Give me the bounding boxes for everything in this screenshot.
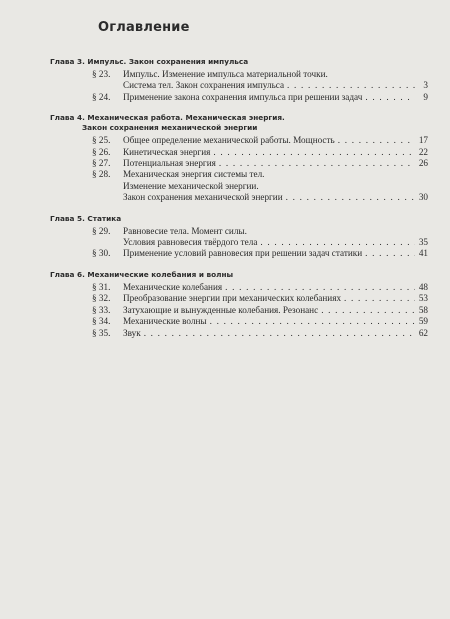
section-title-line: Потенциальная энергия [123,158,216,169]
section-number: § 35. [92,327,111,338]
chapter-section [50,270,428,339]
toc-entry[interactable] [92,305,428,316]
chapter-heading [50,113,428,133]
page-number: 26 [418,158,428,169]
section-number: § 26. [92,146,111,157]
toc-entry[interactable] [92,316,428,327]
dot-leader [144,328,415,339]
table-of-contents [50,57,428,339]
section-number: § 25. [92,135,111,146]
toc-entry[interactable] [92,69,428,92]
dot-leader [286,192,415,203]
section-number: § 24. [92,91,111,102]
toc-entry[interactable] [92,169,428,203]
toc-entry[interactable] [92,135,428,146]
section-title-line: Применение условий равновесия при решении задач статики [123,248,363,259]
chapter-heading [50,214,428,224]
section-title-line: Механические волны [123,316,207,327]
chapter-section [50,113,428,203]
dot-leader [365,248,415,259]
section-number: § 32. [92,293,111,304]
section-number: § 29. [92,225,111,236]
section-number: § 30. [92,248,111,259]
toc-entry[interactable] [92,282,428,293]
section-number: § 27. [92,158,111,169]
chapter-heading-line: Глава 3. Импульс. Закон сохранения импульса [50,57,249,66]
section-title-line: Система тел. Закон сохранения импульса [123,80,285,91]
page-number: 3 [423,80,428,91]
section-number: § 31. [92,281,111,292]
chapter-heading [50,270,428,280]
section-number: § 34. [92,316,111,327]
chapter-heading-line: Закон сохранения механической энергии [82,123,258,133]
section-title-line: Механические колебания [123,281,223,292]
section-title-line: Затухающие и вынужденные колебания. Резонанс [123,304,319,315]
dot-leader [213,147,415,158]
page-number: 48 [418,281,428,292]
chapter-section [50,214,428,260]
toc-entry[interactable] [92,328,428,339]
toc-entry[interactable] [92,226,428,249]
section-title-line: Преобразование энергии при механических колебаниях [123,293,342,304]
chapter-heading-line: Глава 5. Статика [50,213,122,223]
toc-entry[interactable] [92,293,428,304]
section-title-line: Кинетическая энергия [123,146,211,157]
section-title-line: Звук [123,327,141,338]
dot-leader [210,316,415,327]
section-title-line: Равновесие тела. Момент силы. [123,225,247,236]
page-number: 59 [418,316,428,327]
chapter-heading-line: Глава 6. Механические колебания и волны [50,269,234,279]
page-number: 9 [423,91,428,102]
section-number: § 23. [92,69,111,79]
section-title-line: Изменение механической энергии. [123,180,259,191]
page-number: 22 [418,146,428,157]
dot-leader [338,135,415,146]
toc-entry[interactable] [92,92,428,103]
page-number: 35 [418,237,428,248]
toc-entry[interactable] [92,147,428,158]
section-title-line: Условия равновесия твёрдого тела [123,237,258,248]
dot-leader [365,92,415,103]
section-number: § 33. [92,304,111,315]
dot-leader [219,158,415,169]
page-title: Оглавление [98,20,190,35]
dot-leader [260,237,415,248]
dot-leader [287,80,415,91]
section-title-line: Закон сохранения механической энергии [123,192,283,203]
page-number: 30 [418,192,428,203]
chapter-heading-line: Глава 4. Механическая работа. Механическая энергия. [50,113,285,123]
section-title-line: Механическая энергия системы тел. [123,169,265,180]
section-number: § 28. [92,169,111,180]
section-title-line: Применение закона сохранения импульса при решении задач [123,91,363,102]
toc-entry[interactable] [92,248,428,259]
page-number: 17 [418,135,428,146]
toc-entry[interactable] [92,158,428,169]
section-title-line: Общее определение механической работы. Мощность [123,135,335,146]
page-number: 62 [418,327,428,338]
page-number: 41 [418,248,428,259]
dot-leader [321,305,415,316]
dot-leader [344,293,415,304]
chapter-heading [50,57,428,67]
section-title-line: Импульс. Изменение импульса материальной точки. [123,69,328,79]
dot-leader [225,282,415,293]
chapter-section [50,57,428,103]
page-number: 58 [418,304,428,315]
page-number: 53 [418,293,428,304]
